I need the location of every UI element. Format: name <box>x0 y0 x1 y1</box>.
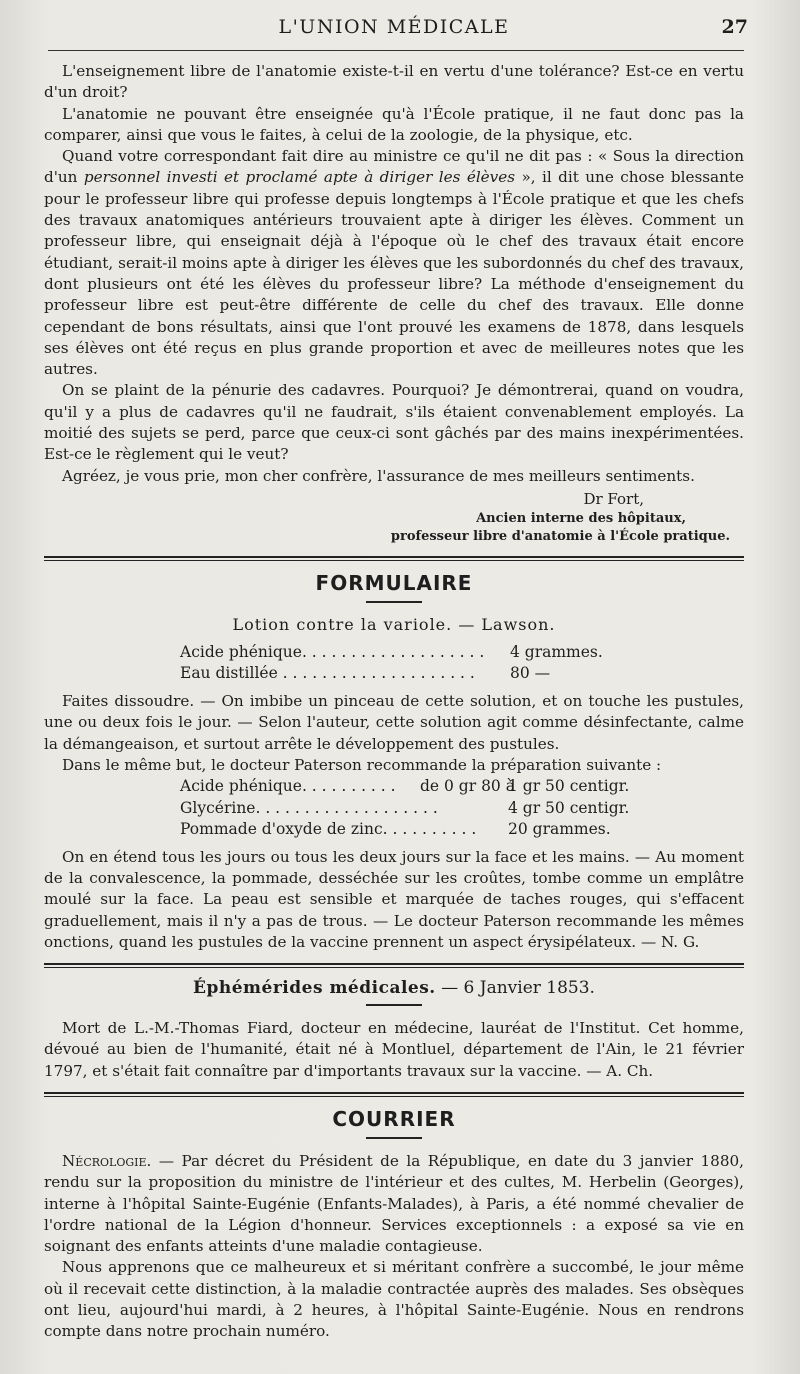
running-head <box>44 10 748 44</box>
letter-paragraph-3-end: », il dit une chose blessante pour le professeur libre qui professe depuis longtemps à l'École pratique et que les chefs des travaux anatomiques antérieurs trouvaient apte à diriger les élèves. Comment un professeur libre, qui enseignait déjà à l'époque où le chef des travaux était encore étudiant, serait-il moins apte à diriger les élèves que les subordonnés du chef des travaux, dont plusieurs ont été les élèves du professeur libre? La méthode d'enseignement du professeur libre est peut-être différente de celle du chef des travaux. Elle donne cependant de bons résultats, ainsi que l'ont prouvé les examens de 1878, dans lesquels ses élèves ont été reçus en plus grande proportion et avec de meilleures notes que les autres. <box>44 168 744 379</box>
ingredient-quantity: 1 gr 50 centigr. <box>508 777 630 796</box>
formulaire-paragraph-2: Dans le même but, le docteur Paterson recommande la préparation suivante : <box>62 755 662 774</box>
ephemerides-title: Éphémérides médicales. <box>193 978 436 999</box>
ingredient-name: Pommade d'oxyde de zinc. . . . . . . . . . <box>180 820 477 839</box>
courrier-heading: COURRIER <box>332 1107 456 1131</box>
letter-paragraph-3 <box>44 146 744 380</box>
courrier-paragraph-2: Nous apprenons que ce malheureux et si méritant confrère a succombé, le jour même où il recevait cette distinction, à la maladie contractée auprès des malades. Ses obsèques ont lieu, aujourd'hui mardi, à 2 heures, à l'hôpital Sainte-Eugénie. Nous en rendrons compte dans notre prochain numéro. <box>44 1258 744 1341</box>
letter-paragraph-5: Agréez, je vous prie, mon cher confrère, l'assurance de mes meilleurs sentiments. <box>62 466 695 485</box>
ephemerides-heading <box>44 978 744 998</box>
ingredient-quantity: 4 grammes. <box>510 642 603 661</box>
ingredient-name: Glycérine. . . . . . . . . . . . . . . . . . . <box>180 798 438 817</box>
letter-paragraph-3-quote: personnel investi et proclamé apte à diriger les élèves <box>83 168 516 187</box>
journal-title: L'UNION MÉDICALE <box>278 16 510 38</box>
header-rule <box>48 50 744 51</box>
formulaire-heading: FORMULAIRE <box>315 570 473 595</box>
ephemerides-text: Mort de L.-M.-Thomas Fiard, docteur en médecine, lauréat de l'Institut. Cet homme, dévoué au bien de l'humanité, était né à Montluel, département de l'Ain, le 21 février 1797, et s'était fait connaître par d'importants travaux sur la vaccine. — A. Ch. <box>44 1019 744 1080</box>
section-divider <box>44 963 744 968</box>
courrier-paragraph-1-body: — Par décret du Président de la République, en date du 3 janvier 1880, rendu sur la proposition du ministre de l'intérieur et des cultes, M. Herbelin (Georges), interne à l'hôpital Sainte-Eugénie (Enfants-Malades), à Paris, a été nommé chevalier de l'ordre national de la Légion d'honneur. Services exceptionnels : a exposé sa vie en soignant des enfants atteints d'une maladie contagieuse. <box>44 1152 744 1256</box>
ingredient-quantity: 80 — <box>510 664 551 683</box>
letter-paragraph-1: L'enseignement libre de l'anatomie existe-t-il en vertu d'une tolérance? Est-ce en vertu d'un droit? <box>44 62 744 102</box>
recipe-row <box>180 819 744 841</box>
section-divider <box>44 1092 744 1097</box>
ingredient-range <box>420 798 508 820</box>
recipe-row <box>180 776 744 798</box>
ingredient-range: de 0 gr 80 à <box>420 777 515 796</box>
recipe-row <box>180 798 744 820</box>
formulaire-paragraph-3: On en étend tous les jours ou tous les deux jours sur la face et les mains. — Au moment de la convalescence, la pommade, desséchée sur les croûtes, tombe comme un emplâtre moulé sur la face. La peau est sensible et marquée de taches rouges, qui s'effacent graduellement, mais il n'y a pas de trous. — Le docteur Paterson recommande les mêmes onctions, quand les pustules de la vaccine prennent un aspect érysipélateux. — N. G. <box>44 847 744 951</box>
ingredient-quantity: 20 grammes. <box>508 820 611 839</box>
ingredient-name: Acide phénique. . . . . . . . . . <box>180 777 396 796</box>
signature-title-1: Ancien interne des hôpitaux, <box>476 510 686 526</box>
courrier-section <box>44 1107 744 1343</box>
letter-section <box>44 61 744 546</box>
ingredient-quantity: 4 gr 50 centigr. <box>508 798 630 817</box>
heading-rule <box>366 601 422 603</box>
recipe-paterson <box>180 776 744 841</box>
heading-rule <box>366 1137 422 1139</box>
recipe-lawson <box>180 642 744 685</box>
ingredient-name: Acide phénique. . . . . . . . . . . . . . . . . . . <box>180 642 485 661</box>
page-number: 27 <box>721 16 748 38</box>
ingredient-range <box>420 819 508 841</box>
letter-paragraph-3-start: Quand votre correspondant fait dire au ministre ce qu'il ne dit pas : « Sous la direction d'un <box>44 147 744 187</box>
formulaire-section <box>44 571 744 953</box>
ephemerides-section <box>44 978 744 1082</box>
ingredient-name: Eau distillée . . . . . . . . . . . . . . . . . . . . <box>180 664 475 683</box>
recipe-row <box>180 663 744 685</box>
signature-name: Dr Fort, <box>583 489 644 508</box>
signature-title-2: professeur libre d'anatomie à l'École pratique. <box>390 528 730 544</box>
recipe-row <box>180 642 744 664</box>
section-divider <box>44 556 744 561</box>
letter-paragraph-4: On se plaint de la pénurie des cadavres. Pourquoi? Je démontrerai, quand on voudra, qu'il y a plus de cadavres qu'il ne faudrait, s'ils étaient convenablement employés. La moitié des sujets se perd, parce que ceux-ci sont gâchés par des mains inexpérimentées. Est-ce le règlement qui le veut? <box>44 381 744 464</box>
letter-paragraph-2: L'anatomie ne pouvant être enseignée qu'à l'École pratique, il ne faut donc pas la comparer, ainsi que vous le faites, à celui de la zoologie, de la physique, etc. <box>44 104 744 144</box>
formula-subtitle: Lotion contre la variole. — Lawson. <box>232 614 556 634</box>
heading-rule <box>366 1004 422 1006</box>
courrier-paragraph-1 <box>44 1151 744 1257</box>
ephemerides-date: — 6 Janvier 1853. <box>435 978 595 999</box>
necrologie-lead: Nécrologie. <box>62 1152 152 1170</box>
formulaire-paragraph-1: Faites dissoudre. — On imbibe un pinceau de cette solution, et on touche les pustules, une ou deux fois le jour. — Selon l'auteur, cette solution agit comme désinfectante, calme la démangeaison, et surtout arrête le développement des pustules. <box>44 691 744 753</box>
